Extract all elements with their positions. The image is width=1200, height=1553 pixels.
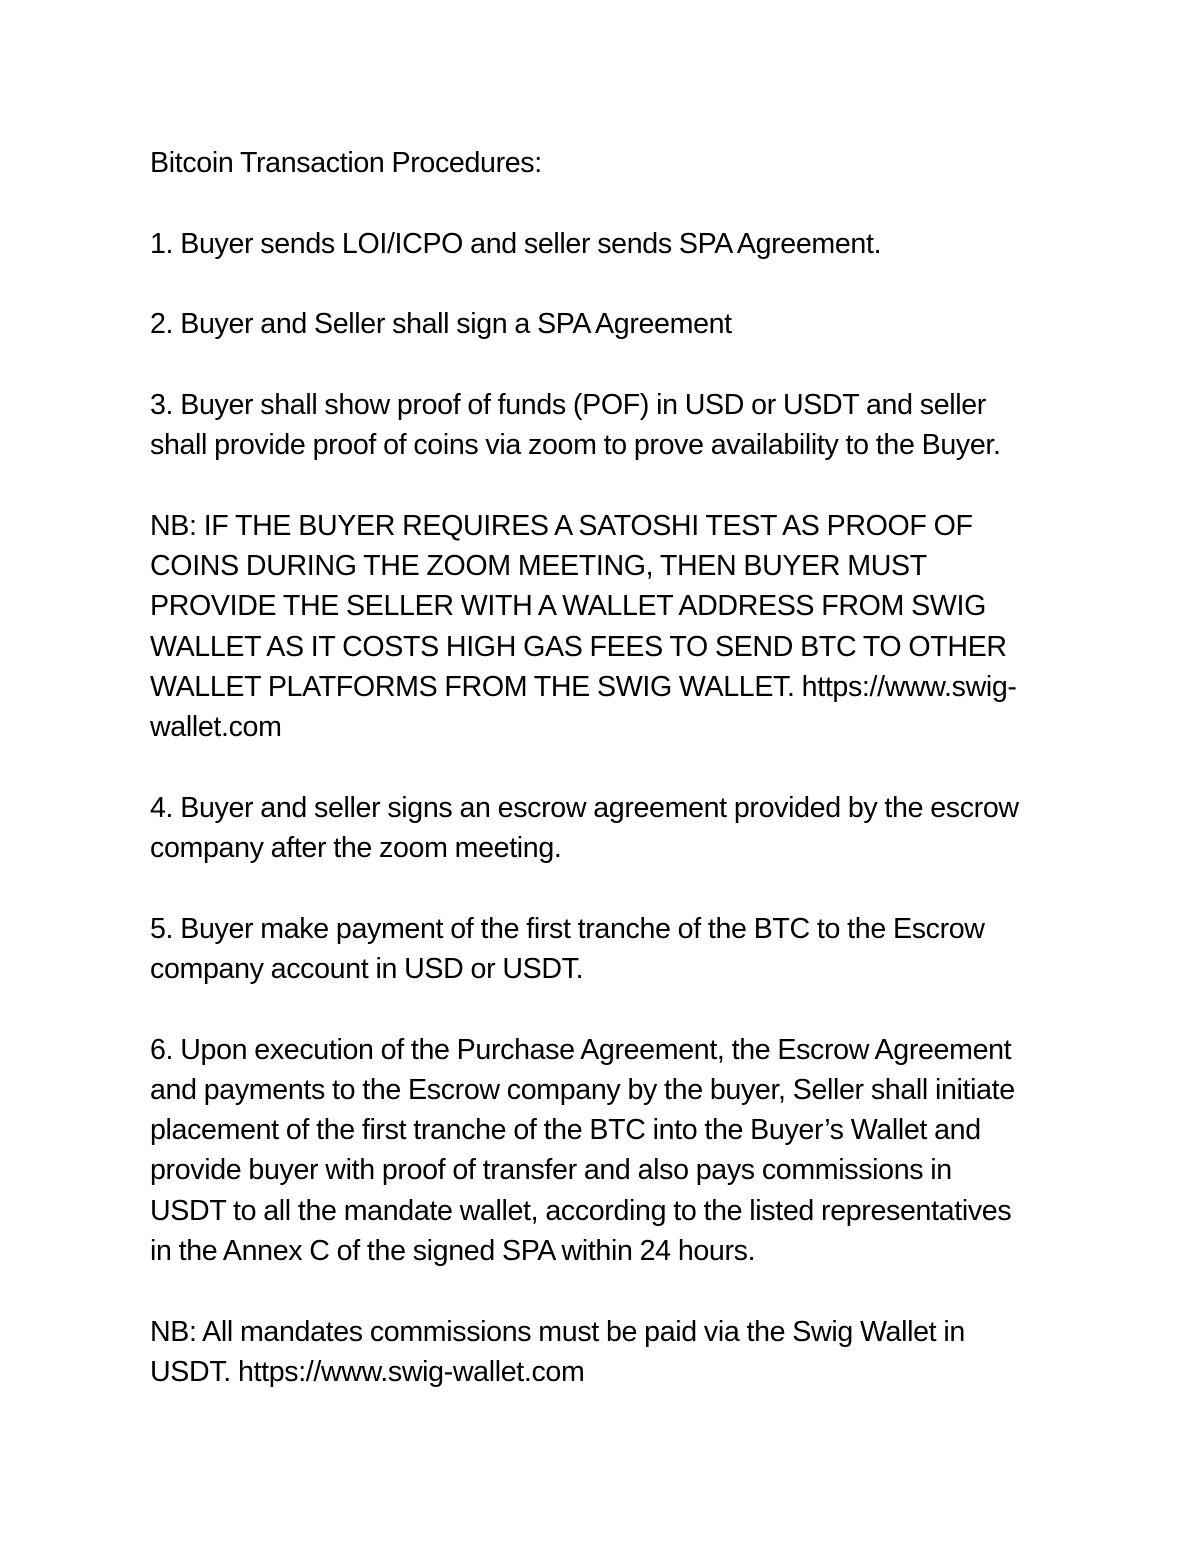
paragraph-line: placement of the first tranche of the BTC into the Buyer’s Wallet and	[150, 1114, 981, 1147]
document-body	[150, 143, 1060, 1433]
paragraph-line: in the Annex C of the signed SPA within 24 hours.	[150, 1235, 756, 1268]
paragraph-line: shall provide proof of coins via zoom to prove availability to the Buyer.	[150, 429, 1001, 462]
paragraph-line: WALLET AS IT COSTS HIGH GAS FEES TO SEND BTC TO OTHER	[150, 630, 1007, 663]
step-6-paragraph	[150, 1030, 1060, 1272]
paragraph-line: wallet.com	[150, 711, 282, 744]
paragraph-line: 3. Buyer shall show proof of funds (POF) in USD or USDT and seller	[150, 388, 986, 421]
step-1-paragraph	[150, 224, 1060, 264]
satoshi-test-note	[150, 506, 1060, 748]
commissions-note	[150, 1312, 1060, 1393]
paragraph-line: 4. Buyer and seller signs an escrow agreement provided by the escrow	[150, 791, 1019, 824]
paragraph-line: 5. Buyer make payment of the first tranche of the BTC to the Escrow	[150, 912, 985, 945]
document-title	[150, 143, 1060, 183]
paragraph-line: 2. Buyer and Seller shall sign a SPA Agreement	[150, 308, 732, 341]
paragraph-line: company account in USD or USDT.	[150, 952, 584, 985]
paragraph-line: company after the zoom meeting.	[150, 832, 562, 865]
paragraph-line: and payments to the Escrow company by the buyer, Seller shall initiate	[150, 1073, 1015, 1106]
paragraph-line: NB: IF THE BUYER REQUIRES A SATOSHI TEST AS PROOF OF	[150, 509, 973, 542]
paragraph-line: USDT. https://www.swig-wallet.com	[150, 1355, 585, 1388]
paragraph-line: PROVIDE THE SELLER WITH A WALLET ADDRESS FROM SWIG	[150, 590, 986, 623]
step-4-paragraph	[150, 788, 1060, 869]
paragraph-line: NB: All mandates commissions must be paid via the Swig Wallet in	[150, 1315, 965, 1348]
paragraph-line: WALLET PLATFORMS FROM THE SWIG WALLET. https://www.swig-	[150, 670, 1017, 703]
title-line: Bitcoin Transaction Procedures:	[150, 147, 542, 179]
paragraph-line: 6. Upon execution of the Purchase Agreement, the Escrow Agreement	[150, 1033, 1012, 1066]
paragraph-line: 1. Buyer sends LOI/ICPO and seller sends SPA Agreement.	[150, 227, 882, 260]
step-5-paragraph	[150, 909, 1060, 990]
step-2-paragraph	[150, 304, 1060, 344]
paragraph-line: provide buyer with proof of transfer and also pays commissions in	[150, 1154, 952, 1187]
paragraph-line: USDT to all the mandate wallet, according to the listed representatives	[150, 1194, 1012, 1227]
step-3-paragraph	[150, 385, 1060, 466]
paragraph-line: COINS DURING THE ZOOM MEETING, THEN BUYER MUST	[150, 549, 927, 582]
